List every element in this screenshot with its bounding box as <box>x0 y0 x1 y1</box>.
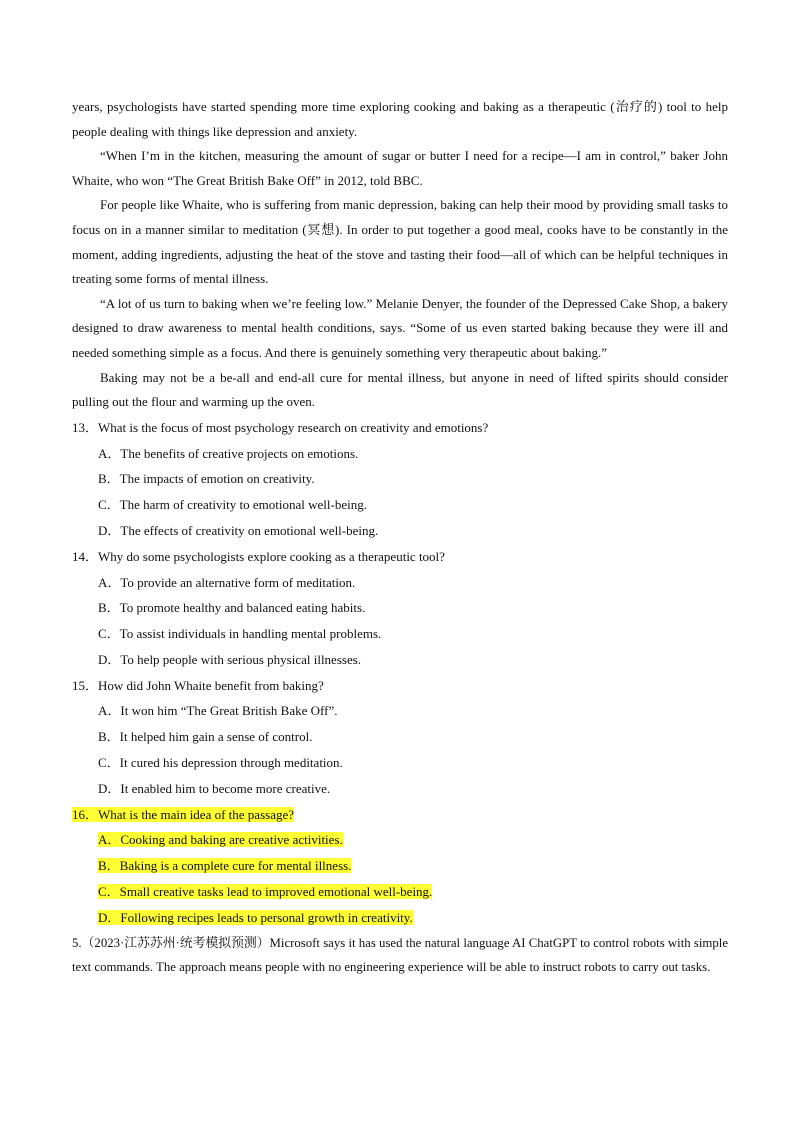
passage-paragraph-1: years, psychologists have started spending more time exploring cooking and baking as a therapeutic (治疗的) tool to help people dealing with things like depression and anxiety. <box>72 99 728 139</box>
option-d: D．The effects of creativity on emotional well-being. <box>98 522 379 538</box>
option-d: D．It enabled him to become more creative. <box>98 780 331 796</box>
option-a: A．To provide an alternative form of meditation. <box>98 574 356 590</box>
option-a-highlighted: A．Cooking and baking are creative activities. <box>98 832 343 848</box>
question-stem: 13．What is the focus of most psychology research on creativity and emotions? <box>72 419 489 435</box>
question-14 <box>72 544 728 673</box>
question-stem: 15．How did John Whaite benefit from baking? <box>72 677 324 693</box>
option-c: C．The harm of creativity to emotional well-being. <box>98 497 367 513</box>
question-stem: 14．Why do some psychologists explore cooking as a therapeutic tool? <box>72 548 445 564</box>
passage-paragraph-4: “A lot of us turn to baking when we’re feeling low.” Melanie Denyer, the founder of the Depressed Cake Shop, a bakery designed to draw awareness to mental health conditions, says. “Some of us even started baking because they were ill and needed something simple as a focus. And there is genuinely something very therapeutic about baking.” <box>72 295 728 360</box>
option-a: A．The benefits of creative projects on emotions. <box>98 445 359 461</box>
question-13 <box>72 415 728 544</box>
option-a: A．It won him “The Great British Bake Off”. <box>98 703 338 719</box>
option-b: B．To promote healthy and balanced eating habits. <box>98 600 366 616</box>
option-b: B．The impacts of emotion on creativity. <box>98 471 315 487</box>
option-c: C．It cured his depression through meditation. <box>98 755 343 771</box>
question-16 <box>72 802 728 931</box>
option-b: B．It helped him gain a sense of control. <box>98 729 313 745</box>
option-b-highlighted: B．Baking is a complete cure for mental illness. <box>98 858 352 874</box>
next-passage-intro: 5.（2023·江苏苏州·统考模拟预测）Microsoft says it has used the natural language AI ChatGPT to control robots with simple text commands. The approach means people with no engineering experience will be able to instruct robots to carry out tasks. <box>72 935 728 975</box>
option-c: C．To assist individuals in handling mental problems. <box>98 626 382 642</box>
passage-paragraph-2: “When I’m in the kitchen, measuring the amount of sugar or butter I need for a recipe—I am in control,” baker John Whaite, who won “The Great British Bake Off” in 2012, told BBC. <box>72 148 728 188</box>
document-page <box>72 95 728 980</box>
question-15 <box>72 673 728 802</box>
passage-paragraph-3: For people like Whaite, who is suffering from manic depression, baking can help their mood by providing small tasks to focus on in a manner similar to meditation (冥想). In order to put together a good meal, cooks have to be constantly in the moment, adding ingredients, adjusting the heat of the stove and tasting their food—all of which can be helpful techniques in treating some forms of mental illness. <box>72 197 728 287</box>
option-c-highlighted: C．Small creative tasks lead to improved emotional well-being. <box>98 884 433 900</box>
passage-paragraph-5: Baking may not be a be-all and end-all cure for mental illness, but anyone in need of lifted spirits should consider pulling out the flour and warming up the oven. <box>72 369 728 410</box>
option-d-highlighted: D．Following recipes leads to personal growth in creativity. <box>98 909 413 925</box>
option-d: D．To help people with serious physical illnesses. <box>98 651 362 667</box>
question-stem-highlighted: 16．What is the main idea of the passage? <box>72 806 295 822</box>
